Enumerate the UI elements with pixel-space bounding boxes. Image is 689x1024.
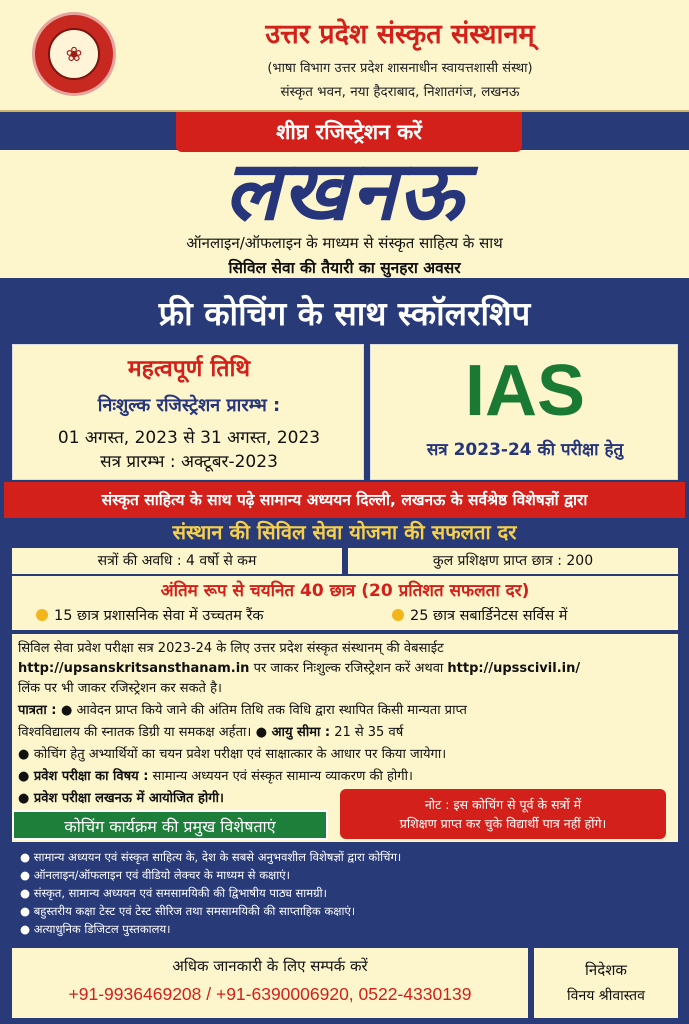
age-label: आयु सीमा :	[267, 725, 331, 740]
org-address: संस्कृत भवन, नया हैदराबाद, निशातगंज, लखनऊ	[280, 84, 520, 100]
feature-text: सामान्य अध्ययन एवं संस्कृत साहित्य के, देश के सबसे अनुभवशील विशेषज्ञों द्वारा कोचिंग।	[33, 850, 402, 864]
info-line-1: सिविल सेवा प्रवेश परीक्षा सत्र 2023-24 के लिए उत्तर प्रदेश संस्कृत संस्थानम् की वेबसाईट	[18, 641, 444, 656]
bullet-dot-icon	[392, 609, 404, 621]
note-line-1: नोट : इस कोचिंग से पूर्व के सत्रों में	[424, 797, 582, 812]
feature-item: ● अत्याधुनिक डिजिटल पुस्तकालय।	[20, 922, 171, 936]
session-duration: सत्रों की अवधि : 4 वर्षो से कम	[12, 548, 342, 574]
free-coaching-heading: फ्री कोचिंग के साथ स्कॉलरशिप	[158, 294, 531, 333]
venue-line	[18, 788, 224, 806]
trained-students: कुल प्रशिक्षण प्राप्त छात्र : 200	[348, 548, 678, 574]
selection-text: कोचिंग हेतु अभ्यार्थियों का चयन प्रवेश परीक्षा एवं साक्षात्कार के आधार पर किया जायेगा।	[33, 747, 447, 762]
note-line-2: प्रशिक्षण प्राप्त कर चुके विद्यार्थी पात्र नहीं होंगे।	[399, 816, 607, 831]
bullet-icon: ●	[18, 769, 34, 784]
features-title: कोचिंग कार्यक्रम की प्रमुख विशेषताएं	[12, 810, 328, 840]
seal-emblem-icon: ❀	[48, 28, 100, 80]
selection-line	[18, 744, 446, 762]
registration-range: 01 अगस्त, 2023 से 31 अगस्त, 2023	[57, 428, 321, 448]
tagline-2: सिविल सेवा की तैयारी का सुनहरा अवसर	[228, 259, 461, 277]
ias-box	[370, 344, 678, 480]
website-link-2[interactable]: http://upsscivil.in/	[447, 661, 581, 676]
selected-students: अंतिम रूप से चयनित 40 छात्र (20 प्रतिशत सफलता दर)	[160, 581, 530, 601]
bullet-icon: ●	[18, 791, 34, 806]
success-rate-title: संस्थान की सिविल सेवा योजना की सफलता दर	[172, 520, 517, 544]
stat-bullet-1	[36, 605, 264, 625]
eligibility-text-1: आवेदन प्राप्त किये जाने की अंतिम तिथि तक विधि द्वारा स्थापित किसी मान्यता प्राप्त	[72, 703, 467, 718]
bullet-icon: ●	[251, 725, 268, 740]
age-value: 21 से 35 वर्ष	[330, 725, 404, 740]
info-line-2	[18, 658, 580, 676]
register-now-ribbon: शीघ्र रजिस्ट्रेशन करें	[176, 112, 522, 152]
feature-text: अत्याधुनिक डिजिटल पुस्तकालय।	[33, 922, 171, 936]
contact-box	[12, 948, 528, 1018]
subject-label: प्रवेश परीक्षा का विषय :	[33, 769, 149, 784]
dates-title: महत्वपूर्ण तिथि	[127, 356, 251, 382]
selection-stats-box	[12, 576, 678, 630]
org-subtitle: (भाषा विभाग उत्तर प्रदेश शासनाधीन स्वायत्तशासी संस्था)	[267, 61, 533, 76]
institute-seal-logo	[32, 12, 116, 96]
website-link-1[interactable]: http://upsanskritsansthanam.in	[18, 661, 250, 676]
feature-text: ऑनलाइन/ऑफलाइन एवं वीडियो लेक्चर के माध्यम से कक्षाएं।	[33, 868, 290, 882]
bullet-dot-icon	[36, 609, 48, 621]
exam-name: IAS	[464, 351, 586, 431]
director-box	[534, 948, 678, 1018]
subject-value: सामान्य अध्ययन एवं संस्कृत सामान्य व्याकरण की होगी।	[148, 769, 413, 784]
features-list	[12, 848, 678, 938]
director-name: विनय श्रीवास्तव	[567, 988, 645, 1004]
feature-item: ● संस्कृत, सामान्य अध्ययन एवं समसामयिकी की द्विभाषीय पाठ्य सामग्री।	[20, 886, 327, 900]
eligibility-line	[18, 700, 467, 718]
feature-item: ● बहुस्तरीय कक्षा टेस्ट एवं टेस्ट सीरिज तथा समसामयिकी की साप्ताहिक कक्षाएं।	[20, 904, 356, 918]
important-dates-box	[12, 344, 364, 480]
exam-session: सत्र 2023-24 की परीक्षा हेतु	[426, 440, 624, 460]
bullet-icon: ●	[18, 747, 34, 762]
contact-title: अधिक जानकारी के लिए सम्पर्क करें	[172, 957, 368, 975]
stat-bullet-2-text: 25 छात्र सबार्डिनेटस सर्विस में	[410, 608, 568, 624]
eligibility-text-2: विश्वविद्यालय की स्नातक डिग्री या समकक्ष अर्हता।	[18, 725, 252, 740]
director-title: निदेशक	[585, 961, 627, 979]
bullet-icon: ●	[56, 703, 73, 718]
venue-text: प्रवेश परीक्षा लखनऊ में आयोजित होगी।	[33, 791, 224, 806]
feature-item: ● ऑनलाइन/ऑफलाइन एवं वीडियो लेक्चर के माध्यम से कक्षाएं।	[20, 868, 290, 882]
tagline-1: ऑनलाइन/ऑफलाइन के माध्यम से संस्कृत साहित्य के साथ	[186, 234, 503, 252]
experts-band: संस्कृत साहित्य के साथ पढ़े सामान्य अध्ययन दिल्ली, लखनऊ के सर्वश्रेष्ठ विशेषज्ञों द्वारा	[4, 482, 685, 518]
eligibility-label: पात्रता :	[18, 703, 57, 718]
info-line-2-mid: पर जाकर निःशुल्क रजिस्ट्रेशन करें अथवा	[249, 661, 448, 676]
feature-text: बहुस्तरीय कक्षा टेस्ट एवं टेस्ट सीरिज तथा समसामयिकी की साप्ताहिक कक्षाएं।	[33, 904, 356, 918]
note-box	[340, 789, 666, 839]
info-line-3: लिंक पर भी जाकर रजिस्ट्रेशन कर सकते है।	[18, 681, 222, 696]
subject-line	[18, 766, 413, 784]
feature-text: संस्कृत, सामान्य अध्ययन एवं समसामयिकी की द्विभाषीय पाठ्य सामग्री।	[33, 886, 327, 900]
org-title: उत्तर प्रदेश संस्कृत संस्थानम्	[265, 19, 535, 50]
contact-phones[interactable]: +91-9936469208 / +91-6390006920, 0522-4330139	[68, 984, 472, 1004]
registration-start-label: निःशुल्क रजिस्ट्रेशन प्रारम्भ :	[97, 395, 281, 416]
stat-bullet-2	[392, 605, 567, 625]
eligibility-line-2	[18, 722, 403, 740]
city-heading: लखनऊ	[224, 144, 465, 239]
session-start: सत्र प्रारम्भ : अक्टूबर-2023	[100, 452, 278, 472]
feature-item: ● सामान्य अध्ययन एवं संस्कृत साहित्य के, देश के सबसे अनुभवशील विशेषज्ञों द्वारा कोचिंग।	[20, 850, 402, 864]
stat-bullet-1-text: 15 छात्र प्रशासनिक सेवा में उच्चतम रैंक	[54, 608, 264, 624]
